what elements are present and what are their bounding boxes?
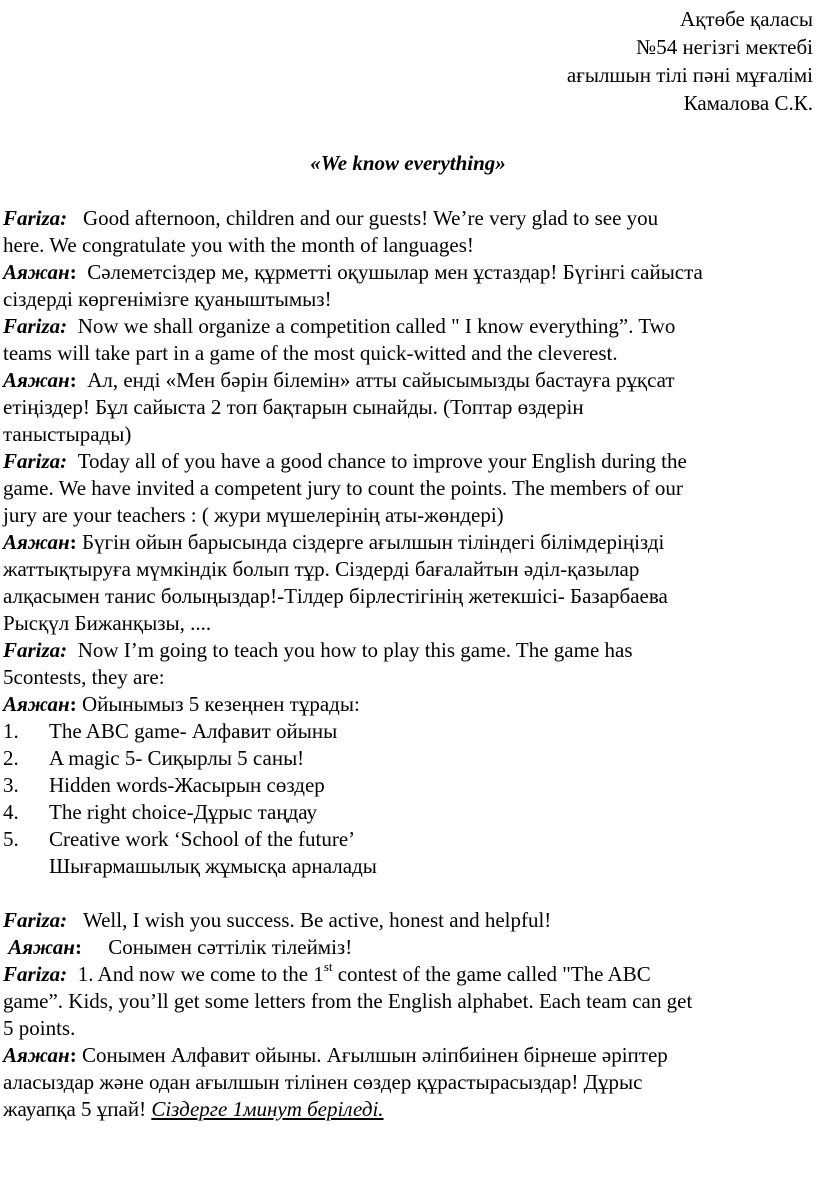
speaker-ayazhan: Аяжан xyxy=(3,692,70,716)
line-text: Well, I wish you success. Be active, honest and helpful! xyxy=(82,908,552,932)
dialog-line: Рысқүл Бижанқызы, .... xyxy=(3,611,212,635)
line-text: Сонымен Алфавит ойыны. Ағылшын әліпбиінен бірнеше әріптер xyxy=(81,1043,668,1067)
speaker-ayazhan: Аяжан xyxy=(3,530,70,554)
line-text: Now I’m going to teach you how to play this game. The game has xyxy=(77,638,633,662)
list-item xyxy=(3,772,813,799)
dialog-line: 5contests, they are: xyxy=(3,665,165,689)
header-author: Камалова С.К. xyxy=(683,91,813,115)
time-note: Сіздерге 1минут беріледі. xyxy=(151,1097,384,1121)
line-text: Good afternoon, children and our guests! We’re very glad to see you xyxy=(82,206,659,230)
line-text: Бүгін ойын барысында сіздерге ағылшын тіліндегі білімдеріңізді xyxy=(81,530,665,554)
dialog-line xyxy=(3,313,813,340)
header-school: №54 негізгі мектебі xyxy=(636,35,813,59)
dialog-line: Аяжан: Ойынымыз 5 кезеңнен тұрады: xyxy=(3,692,360,716)
header-city: Ақтөбе қаласы xyxy=(680,7,813,31)
dialog-line: таныстырады) xyxy=(3,422,132,446)
line-text: жауапқа 5 ұпай! xyxy=(3,1097,152,1121)
speaker-ayazhan: Аяжан xyxy=(8,935,75,959)
speaker-fariza: Fariza: xyxy=(3,638,68,662)
list-number: 4. xyxy=(3,800,19,824)
dialog-line: here. We congratulate you with the month of languages! xyxy=(3,233,474,257)
list-item xyxy=(3,826,813,853)
dialog-line: Аяжан: Бүгін ойын барысында сіздерге ағылшын тіліндегі білімдеріңізді xyxy=(3,530,665,554)
ordinal-suffix: st xyxy=(323,959,333,974)
line-text: Сәлеметсіздер ме, құрметті оқушылар мен ұстаздар! Бүгінгі сайыста xyxy=(87,260,703,284)
dialog-line: алқасымен танис болыңыздар!-Тілдер бірлестігінің жетекшісі- Базарбаева xyxy=(3,584,668,608)
dialog-line xyxy=(3,637,813,664)
list-item-continued xyxy=(3,853,813,880)
speaker-ayazhan: Аяжан xyxy=(3,368,70,392)
dialog-line: Аяжан: Сонымен сәттілік тілейміз! xyxy=(8,935,353,959)
list-text: Hidden words-Жасырын сөздер xyxy=(49,773,325,797)
line-text: Today all of you have a good chance to improve your English during the xyxy=(77,449,687,473)
list-number: 2. xyxy=(3,746,19,770)
document-title: «We know everything» xyxy=(310,151,506,175)
line-text: contest of the game called "The ABC xyxy=(332,962,651,986)
speaker-fariza: Fariza: xyxy=(3,449,68,473)
list-item xyxy=(3,718,813,745)
line-text: Ал, енді «Мен бәрін білемін» атты сайысымызды бастауға рұқсат xyxy=(87,368,675,392)
dialog-line xyxy=(3,448,813,475)
speaker-fariza: Fariza: xyxy=(3,314,68,338)
dialog-body xyxy=(3,205,813,1123)
line-text: 1. And now we come to the 1 xyxy=(77,962,324,986)
list-number: 5. xyxy=(3,827,19,851)
dialog-line xyxy=(3,1096,813,1123)
dialog-line: 5 points. xyxy=(3,1016,76,1040)
dialog-line: сіздерді көргенімізге қуаныштымыз! xyxy=(3,287,332,311)
list-item xyxy=(3,745,813,772)
list-text: A magic 5- Сиқырлы 5 саны! xyxy=(49,746,305,770)
list-number: 3. xyxy=(3,773,19,797)
dialog-line: Аяжан: Сонымен Алфавит ойыны. Ағылшын әліпбиінен бірнеше әріптер xyxy=(3,1043,668,1067)
list-text: The right choice-Дұрыс таңдау xyxy=(49,800,318,824)
line-text: Now we shall organize a competition called " I know everything”. Two xyxy=(77,314,676,338)
dialog-line: аласыздар және одан ағылшын тілінен сөздер құрастырасыздар! Дұрыс xyxy=(3,1070,643,1094)
dialog-line: game. We have invited a competent jury to count the points. The members of our xyxy=(3,476,683,500)
contest-list xyxy=(3,718,813,880)
speaker-fariza: Fariza: xyxy=(3,908,68,932)
list-number: 1. xyxy=(3,719,19,743)
dialog-line: game”. Kids, you’ll get some letters from the English alphabet. Each team can get xyxy=(3,989,693,1013)
spacer xyxy=(3,880,813,907)
author-header xyxy=(213,5,813,117)
dialog-line: teams will take part in a game of the most quick-witted and the cleverest. xyxy=(3,341,618,365)
dialog-line xyxy=(3,907,813,934)
speaker-ayazhan: Аяжан xyxy=(3,260,70,284)
list-item xyxy=(3,799,813,826)
header-position: ағылшын тілі пәні мұғалімі xyxy=(566,63,813,87)
dialog-line: Аяжан: Ал, енді «Мен бәрін білемін» атты сайысымызды бастауға рұқсат xyxy=(3,368,675,392)
dialog-line: Аяжан: Сәлеметсіздер ме, құрметті оқушылар мен ұстаздар! Бүгінгі сайыста xyxy=(3,260,703,284)
speaker-fariza: Fariza: xyxy=(3,962,68,986)
dialog-line xyxy=(3,961,813,988)
speaker-ayazhan: Аяжан xyxy=(3,1043,70,1067)
dialog-line: жаттықтыруға мүмкіндік болып тұр. Сіздерді бағалайтын әділ-қазылар xyxy=(3,557,640,581)
speaker-fariza: Fariza: xyxy=(3,206,68,230)
dialog-line xyxy=(3,205,813,232)
list-text: The ABC game- Алфавит ойыны xyxy=(49,719,338,743)
list-text: Шығармашылық жұмысқа арналады xyxy=(49,854,377,878)
dialog-line: етіңіздер! Бұл сайыста 2 топ бақтарын сынайды. (Топтар өздерін xyxy=(3,395,584,419)
list-text: Creative work ‘School of the future’ xyxy=(49,827,356,851)
line-text: Ойынымыз 5 кезеңнен тұрады: xyxy=(81,692,360,716)
dialog-line: jury are your teachers : ( жури мүшелерінің аты-жөндері) xyxy=(3,503,504,527)
line-text: Сонымен сәттілік тілейміз! xyxy=(108,935,353,959)
